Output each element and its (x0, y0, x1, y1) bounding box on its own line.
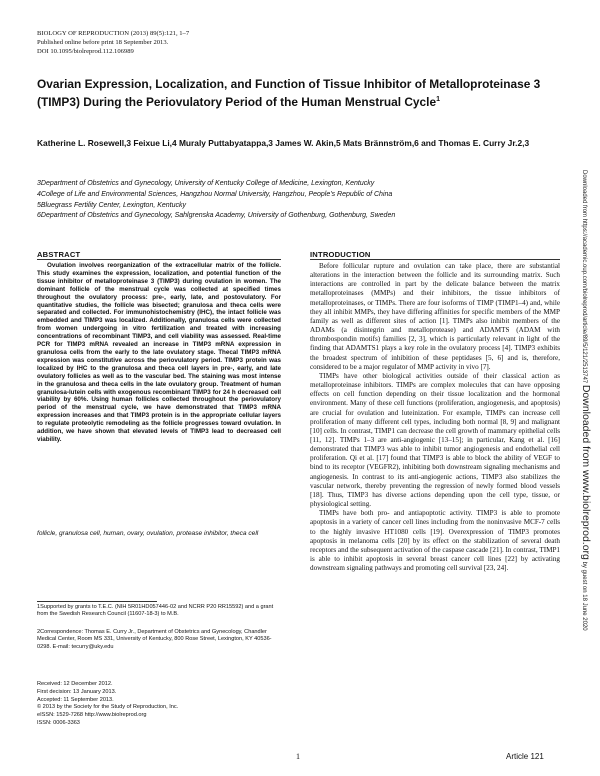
side-note-url[interactable]: Downloaded from www.biolreprod.org (580, 384, 592, 560)
journal-citation: BIOLOGY OF REPRODUCTION (2013) 89(5):121, 1–7 (37, 30, 190, 37)
doi-line: DOI 10.1095/biolreprod.112.106989 (37, 48, 134, 55)
introduction-rule (310, 259, 560, 260)
footnote-divider (37, 601, 157, 602)
publication-date: Published online before print 18 September 2013. (37, 39, 169, 46)
download-side-note (582, 170, 592, 640)
article-title (37, 77, 562, 110)
intro-paragraph: TIMPs have both pro- and antiapoptotic activity. TIMP3 is able to promote apoptosis in a variety of cancer cell lines including from the noninvasive MCF-7 cells to the highly invasive HT1080 cells [19]. Overexpression of TIMP3 promotes apoptosis in melanoma cells [20] by its effect on the stabilization of several death receptors and the subsequent activation of the caspase cascade [21]. In contrast, TIMP1 is able to inhibit apoptosis in several breast cancer cell lines [22] by activating downstream signaling pathways and promoting cell survival [23, 24]. (310, 509, 560, 573)
received-info (37, 681, 281, 728)
author-list: Katherine L. Rosewell,3 Feixue Li,4 Muraly Puttabyatappa,3 James W. Akin,5 Mats Brännström,6 and Thomas E. Curry Jr.2,3 (37, 138, 530, 148)
abstract-text: Ovulation involves reorganization of the extracellular matrix of the follicle. This study examines the expression, localization, and potential function of the tissue inhibitor of metalloproteinase 3 (TIMP3) during ovulation in women. The dominant follicle of the menstrual cycle was collected at specified times throughout the ovulatory process: pre-, early, late, and postovulatory. For quantitative studies, the follicle was bisected; granulosa and theca cells were separated and collected. For immunohistochemistry (IHC), the intact follicle was embedded and TIMP3 was localized. Additionally, granulosa cells were collected from women undergoing in vitro fertilization and treated with increasing concentrations of recombinant TIMP3, and cell viability was assessed. Real-time PCR for TIMP3 mRNA revealed an increase in TIMP3 mRNA expression in granulosa cells from the early to the late ovulatory stage. Thecal TIMP3 mRNA expression was constitutive across the periovulatory period. TIMP3 protein was localized by IHC to the granulosa and theca cell layers in pre-, early, and late ovulatory follicles as well as to the vascular bed. The staining was most intense in the granulosa and theca cells in the late ovulatory group. Treatment of human granulosa-lutein cells with exogenous recombinant TIMP3 for 24 h decreased cell viability by 60%. Using human follicles collected throughout the periovulatory period of the menstrual cycle, we have demonstrated that TIMP3 mRNA expression increases and that TIMP3 protein is in the appropriate cellular layers to regulate proteolytic remodeling as the follicle progresses toward ovulation. In addition, we have shown that elevated levels of TIMP3 lead to decreased cell viability. (37, 262, 281, 443)
abstract-heading: ABSTRACT (37, 250, 81, 259)
copyright-line: © 2013 by the Society for the Study of Reproduction, Inc. (37, 704, 179, 711)
affiliation-item: 6Department of Obstetrics and Gynecology, Sahlgrenska Academy, University of Gothenburg, Gothenburg, Sweden (37, 212, 396, 220)
intro-paragraph: Before follicular rupture and ovulation can take place, there are substantial alterations in the interaction between the follicle and its surrounding matrix. Such interactions are controlled in part by the delicate balance between the matrix metalloproteinases (MMPs) and their inhibitors, the tissue inhibitors of metalloproteinases, or TIMPs. There are four isoforms of TIMP (TIMP1–4) and, while they all inhibit MMPs, they have differing affinities for specific members of the MMP family as well as different sites of action [1]. TIMPs also inhibit members of the ADAMs (a disintegrin and metalloprotease) and ADAMTS (ADAM with thrombospondin motifs) families [2, 3], which is particularly relevant in light of the finding that ADAMTS1 plays a key role in the ovulatory process [4]. TIMP3 exhibits the broadest spectrum of inhibition of these peptidases [5, 6] and is, therefore, considered to be a major regulator of MMP activity in vivo [7]. (310, 262, 560, 371)
affiliation-item: 4College of Life and Environmental Sciences, Hangzhou Normal University, Hangzhou, People's Republic of China (37, 190, 393, 198)
accepted-date: Accepted: 11 September 2013. (37, 696, 114, 703)
funding-footnote: 1Supported by grants to T.E.C. (NIH 5R01HD057446-02 and NCRR P20 RR15592) and a grant from the Swedish Research Council (11607-18-3) to M.B. (37, 604, 274, 618)
introduction-body (310, 262, 560, 573)
side-note-suffix: by guest on 18 June 2020 (581, 561, 587, 631)
affiliations (37, 179, 562, 222)
article-number: Article 121 (506, 752, 544, 761)
keywords: follicle, granulosa cell, human, ovary, ovulation, protease inhibitor, theca cell (37, 530, 259, 537)
first-decision-date: First decision: 13 January 2013. (37, 688, 117, 695)
received-date: Received: 12 December 2012. (37, 681, 113, 687)
journal-header (37, 29, 437, 56)
title-footnote-mark: 1 (436, 96, 440, 104)
affiliation-item: 3Department of Obstetrics and Gynecology, University of Kentucky College of Medicine, Lexington, Kentucky (37, 180, 375, 187)
issn-line: ISSN: 0006-3363 (37, 719, 80, 726)
eissn-line: eISSN: 1529-7268 http://www.biolreprod.org (37, 712, 147, 719)
page-number: 1 (296, 752, 300, 761)
abstract-rule (37, 259, 281, 260)
correspondence-footnote: 2Correspondence: Thomas E. Curry Jr., Department of Obstetrics and Gynecology, Chandler Medical Center, Room MS 331, University of Kentucky, 800 Rose Street, Lexington, KY 40536-0298. E-mail: tecurry@uky.edu (37, 629, 272, 650)
title-text: Ovarian Expression, Localization, and Function of Tissue Inhibitor of Metalloproteinase 3 (TIMP3) During the Periovulatory Period of the Human Menstrual Cycle (37, 77, 541, 110)
introduction-heading: INTRODUCTION (310, 250, 371, 259)
side-note-prefix: Downloaded from https://academic.oup.com/biolreprod/article/89/5/121/2513747 (581, 170, 587, 384)
affiliation-item: 5Bluegrass Fertility Center, Lexington, Kentucky (37, 201, 187, 209)
side-note-text (580, 170, 592, 631)
intro-paragraph: TIMPs have other biological activities outside of their classical action as metalloproteinase inhibitors. TIMPs are complex molecules that can have opposing effects on cell function depending on their tissue localization and the hormonal environment. Many of these cell functions (proliferation, angiogenesis, and apoptosis) are crucial for ovulation and luteinization. For example, TIMPs can increase cell proliferation of many different cell types, including both normal [8, 9] and malignant [10] cells. In contrast, TIMP1 can decrease the cell growth of mammary epithelial cells [11, 12]. TIMPs 1–3 are anti-angiogenic [13–15]; in particular, Kang et al. [16] demonstrated that TIMP3 was able to inhibit tumor angiogenesis and endothelial cell proliferation. Qi et al. [17] found that TIMP3 is able to block the ability of VEGF to bind to its receptor (VEGFR2), inhibiting both downstream signaling mechanisms and angiogenesis. In contrast to its anti-angiogenic actions, TIMP3 also stabilizes the vascular network, thereby preventing the regression of newly formed blood vessels [18]. Thus, TIMP3 has diverse actions depending upon the cell type, tissue, or physiological setting. (310, 371, 560, 509)
